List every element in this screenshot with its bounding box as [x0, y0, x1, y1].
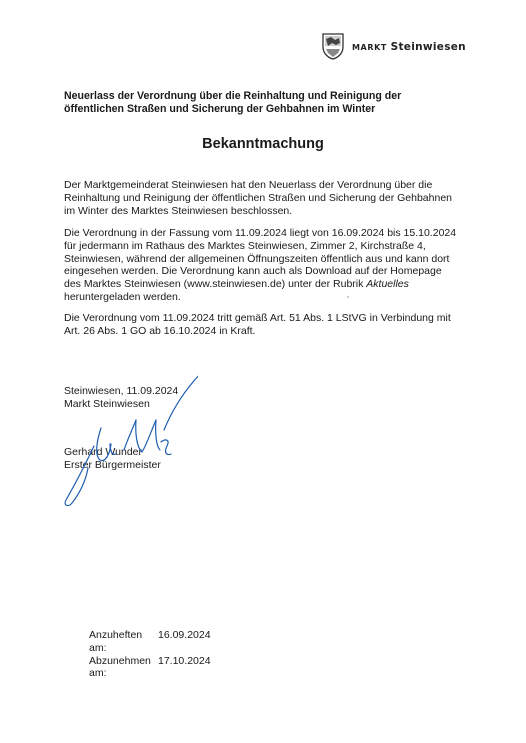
paragraph-effective — [64, 312, 484, 338]
text-line — [64, 278, 484, 291]
text-line: Die Verordnung in der Fassung vom 11.09.2024 liegt von 16.09.2024 bis 15.10.2024 — [64, 227, 457, 239]
place-date: Steinwiesen, 11.09.2024 — [64, 385, 179, 397]
posted-label: Anzuheften am: — [89, 629, 143, 654]
removed-row — [89, 655, 211, 681]
scan-speck — [347, 296, 349, 298]
handwritten-signature — [58, 368, 198, 533]
text-line: Steinwiesen, während der allgemeinen Öffnungszeiten öffentlich aus und kann dort — [64, 252, 450, 265]
logo-text — [352, 41, 466, 53]
signer-role: Erster Bürgermeister — [64, 458, 161, 471]
municipality-logo — [322, 33, 466, 60]
paragraph-inspection — [64, 227, 484, 304]
text-line: heruntergeladen werden. — [64, 290, 181, 303]
removed-label: Abzunehmen am: — [89, 654, 151, 680]
text-line: Die Verordnung vom 11.09.2024 tritt gemäß Art. 51 Abs. 1 LStVG in Verbindung mit — [64, 312, 451, 324]
authority: Markt Steinwiesen — [64, 397, 150, 410]
heading-line: öffentlichen Straßen und Sicherung der Gehbahnen im Winter — [64, 103, 376, 115]
text-fragment: des Marktes Steinwiesen (www.steinwiesen.de) unter der Rubrik — [64, 278, 367, 291]
rubric-name: Aktuelles — [366, 278, 409, 291]
logo-prefix: MARKT — [352, 42, 387, 52]
logo-name: Steinwiesen — [390, 40, 466, 53]
coat-of-arms-icon — [322, 33, 344, 60]
removed-value: 17.10.2024 — [158, 654, 211, 667]
text-line: im Winter des Marktes Steinwiesen beschlossen. — [64, 204, 293, 217]
posted-row — [89, 629, 211, 655]
posted-value: 16.09.2024 — [158, 629, 211, 641]
text-line: eingesehen werden. Die Verordnung kann auch als Download auf der Homepage — [64, 265, 442, 278]
posting-dates — [89, 629, 211, 680]
document-heading — [64, 90, 464, 116]
text-line: Art. 26 Abs. 1 GO ab 16.10.2024 in Kraft. — [64, 324, 256, 337]
paragraph-resolution — [64, 179, 484, 217]
text-line: für jedermann im Rathaus des Marktes Steinwiesen, Zimmer 2, Kirchstraße 4, — [64, 239, 426, 252]
text-line: Der Marktgemeinderat Steinwiesen hat den Neuerlass der Verordnung über die — [64, 179, 433, 191]
signer-name: Gerhard Wunder — [64, 446, 143, 458]
document-title: Bekanntmachung — [202, 136, 324, 152]
heading-line: Neuerlass der Verordnung über die Reinhaltung und Reinigung der — [64, 90, 402, 102]
text-line: Reinhaltung und Reinigung der öffentlichen Straßen und Sicherung der Gehbahnen — [64, 191, 453, 204]
